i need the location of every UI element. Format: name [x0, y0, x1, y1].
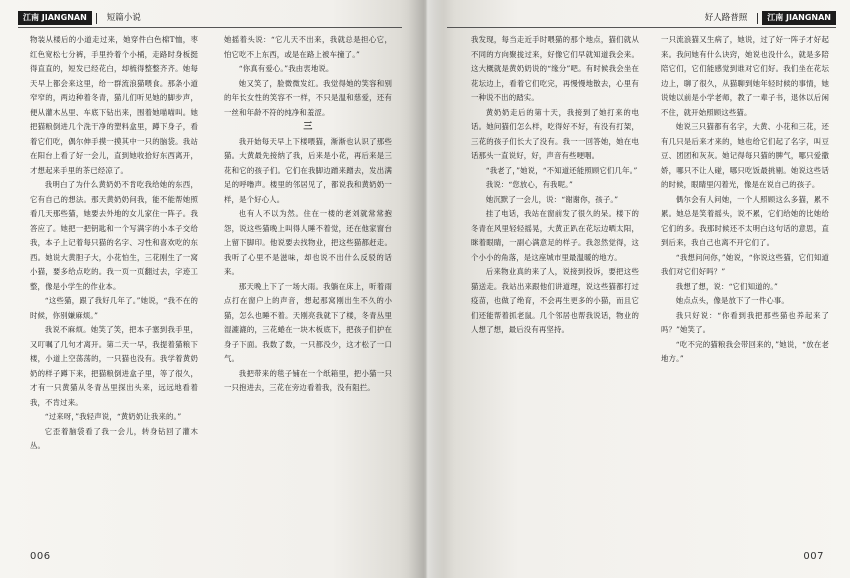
paragraph: 我发现，每当走近手时喂猫的那个地点，猫们就从不同的方向聚拢过来，好像它们早就知道我会来。这大概就是黄奶奶说的“缘分”吧。有时候我会坐在花坛边上，看着它们吃完，再慢慢地散去，心里有一种说不出的踏实。 — [471, 35, 639, 102]
paragraph: “过来呀，”我轻声说，“黄奶奶让我来的。” — [44, 412, 182, 421]
text-column-right-2 — [661, 33, 829, 555]
paragraph: 那天晚上下了一场大雨。我躺在床上，听着雨点打在窗户上的声音，想起那窝刚出生不久的小猫，怎么也睡不着。天刚亮我就下了楼，冬青丛里湿漉漉的，三花蜷在一块木板底下，把孩子们护在身子下面。我数了数，一只都没少，这才松了一口气。 — [224, 281, 392, 363]
text-column-left-1 — [30, 33, 198, 555]
header-tagline: 好人路普照 — [704, 13, 748, 23]
paragraph: 一只流浪猫又生病了，她说，过了好一阵子才好起来。我问她有什么诀窍，她说也没什么，就是多陪陪它们，它们能感觉到谁对它们好。我们坐在花坛边上，聊了很久，从猫聊到她年轻时候的事情，她说她以前是小学老师，教了一辈子书，退休以后闲不住，就开始照顾这些猫。 — [661, 35, 829, 117]
header-rule — [18, 27, 402, 28]
paragraph: 它歪着脑袋看了我一会儿，转身钻回了灌木丛。 — [30, 426, 198, 450]
paragraph: 她又笑了，脸微微发红。我觉得她的笑容和别的年长女性的笑容不一样，不只是温和慈爱，还有一丝和年龄不符的纯净和羞涩。 — [224, 78, 392, 117]
paragraph: 后来物业真的来了人，说接到投诉，要把这些猫送走。我站出来跟他们讲道理，说这些猫都打过疫苗，也做了绝育，不会再生更多的小猫，而且它们还能帮着抓老鼠。几个邻居也帮我说话，物业的人想了想，最后没有再坚持。 — [471, 267, 639, 334]
paragraph: 她沉默了一会儿，说：“谢谢你，孩子。” — [485, 194, 619, 204]
book-gutter-shadow — [408, 0, 444, 578]
section-name: 短篇小说 — [106, 13, 141, 23]
paragraph: 我把带来的毯子铺在一个纸箱里，把小猫一只一只抱进去，三花在旁边看着我，没有阻拦。 — [224, 368, 392, 392]
right-page-header — [699, 10, 836, 26]
left-page-header — [18, 10, 147, 26]
paragraph: 黄奶奶走后的第十天，我接到了她打来的电话。她问猫们怎么样，吃得好不好，有没有打架，三花的孩子们长大了没有。我一一回答她，她在电话那头一直说好，好，声音有些哽咽。 — [471, 107, 639, 160]
header-separator — [757, 13, 758, 24]
page-number: 006 — [30, 551, 51, 562]
paragraph: 物装从楼后的小道走过来，她穿件白色棉T恤，枣红色宽松七分裤，手里拎着个小桶，走路时身板挺得直直的，短发已经花白，却梳得整整齐齐。她每天早上都会来这里，给一群流浪猫喂食。那条小道窄窄的，两边种着冬青，猫儿们听见她的脚步声，便从灌木丛里、车底下钻出来，围着她喵喵叫。她把猫粮倒进几个洗干净的塑料盒里，蹲下身子，看着它们吃，偶尔伸手摸一摸其中一只的脑袋。我站在阳台上看了好一会儿，直到她收拾好东西离开，才想起来手里的茶已经凉了。 — [30, 35, 198, 175]
magazine-logo: 江南 JIANGNAN — [762, 11, 836, 25]
paragraph: 我想了想，说：“它们知道的。” — [675, 281, 778, 291]
paragraph: 我只好说：“你看到我把那些猫也养起来了吗？”她笑了。 — [661, 310, 829, 334]
paragraph: “这些猫，跟了我好几年了。”她说，“我不在的时候，你别嫌麻烦。” — [30, 296, 198, 320]
text-column-right-1 — [471, 33, 639, 555]
paragraph: 偶尔会有人问她，一个人照顾这么多猫，累不累。她总是笑着摇头，说不累，它们给她的比她给它们的多。我那时候还不太明白这句话的意思，直到后来，我自己也离不开它们了。 — [661, 194, 829, 247]
paragraph: 我说：“您放心，有我呢。” — [485, 180, 573, 189]
text-column-left-2 — [224, 33, 392, 555]
section-marker: 三 — [303, 122, 313, 132]
paragraph: “吃不完的猫粮我会带回来的，”她说，“放在老地方。” — [661, 339, 829, 363]
paragraph: 我说不麻烦。她笑了笑，把本子塞到我手里，又叮嘱了几句才离开。第二天一早，我提着猫粮下楼，小道上空荡荡的，一只猫也没有。我学着黄奶奶的样子蹲下来，把猫粮倒进盒子里，等了很久，才有一只黄猫从冬青丛里探出头来，远远地看着我，不肯过来。 — [30, 325, 198, 407]
paragraph: 我明白了为什么黄奶奶不肯吃我给她的东西，它有自己的想法。那天黄奶奶问我，能不能帮她照看几天那些猫，她要去外地的女儿家住一阵子。我答应了。她把一把钥匙和一个写满字的小本子交给我，本子上记着每只猫的名字、习性和喜欢吃的东西。她说大黄胆子大，小花怕生，三花刚生了一窝小猫，要多给点吃的。我一页一页翻过去，字迹工整，像是小学生的作业本。 — [30, 180, 198, 291]
paragraph: “我想问问你，”她说，“你说这些猫，它们知道我们对它们好吗？” — [661, 252, 829, 276]
paragraph: 她点点头，像是放下了一件心事。 — [675, 296, 789, 305]
magazine-logo: 江南 JIANGNAN — [18, 11, 92, 25]
right-page — [425, 0, 850, 578]
header-rule — [447, 27, 836, 28]
page-number: 007 — [803, 551, 824, 562]
paragraph: “我老了，”她说，“不知道还能照顾它们几年。” — [485, 165, 638, 175]
header-separator — [96, 13, 97, 24]
paragraph: 挂了电话，我站在窗前发了很久的呆。楼下的冬青在风里轻轻摇晃，大黄正趴在花坛边晒太阳，眯着眼睛，一副心满意足的样子。我忽然觉得，这个小小的角落，是这座城市里最温暖的地方。 — [471, 209, 639, 262]
paragraph: 她说三只猫都有名字，大黄、小花和三花，还有几只是后来才来的，她也给它们起了名字，叫豆豆、团团和灰灰。她记得每只猫的脾气，哪只爱撒娇，哪只不让人碰，哪只吃饭最挑剔。她说这些话的时候，眼睛里闪着光，像是在说自己的孩子。 — [661, 122, 829, 189]
paragraph: “你真有爱心。”我由衷地说。 — [238, 64, 334, 73]
paragraph: 我开始每天早上下楼喂猫，渐渐也认识了那些猫。大黄最先接纳了我，后来是小花，再后来是三花和它的孩子们。它们在我脚边蹭来蹭去，发出满足的呼噜声。楼里的邻居见了，都说我和黄奶奶一样，是个好心人。 — [224, 136, 392, 204]
paragraph: 也有人不以为然。住在一楼的老刘就常常抱怨，说这些猫晚上叫得人睡不着觉，还在他家窗台上留下脚印。他说要去找物业，把这些猫都赶走。我听了心里不是滋味，却也说不出什么反驳的话来。 — [224, 209, 392, 276]
paragraph: 她摇着头说：“它儿天不出来，我就总是担心它，怕它吃不上东西，或是在路上被车撞了。” — [224, 35, 392, 59]
